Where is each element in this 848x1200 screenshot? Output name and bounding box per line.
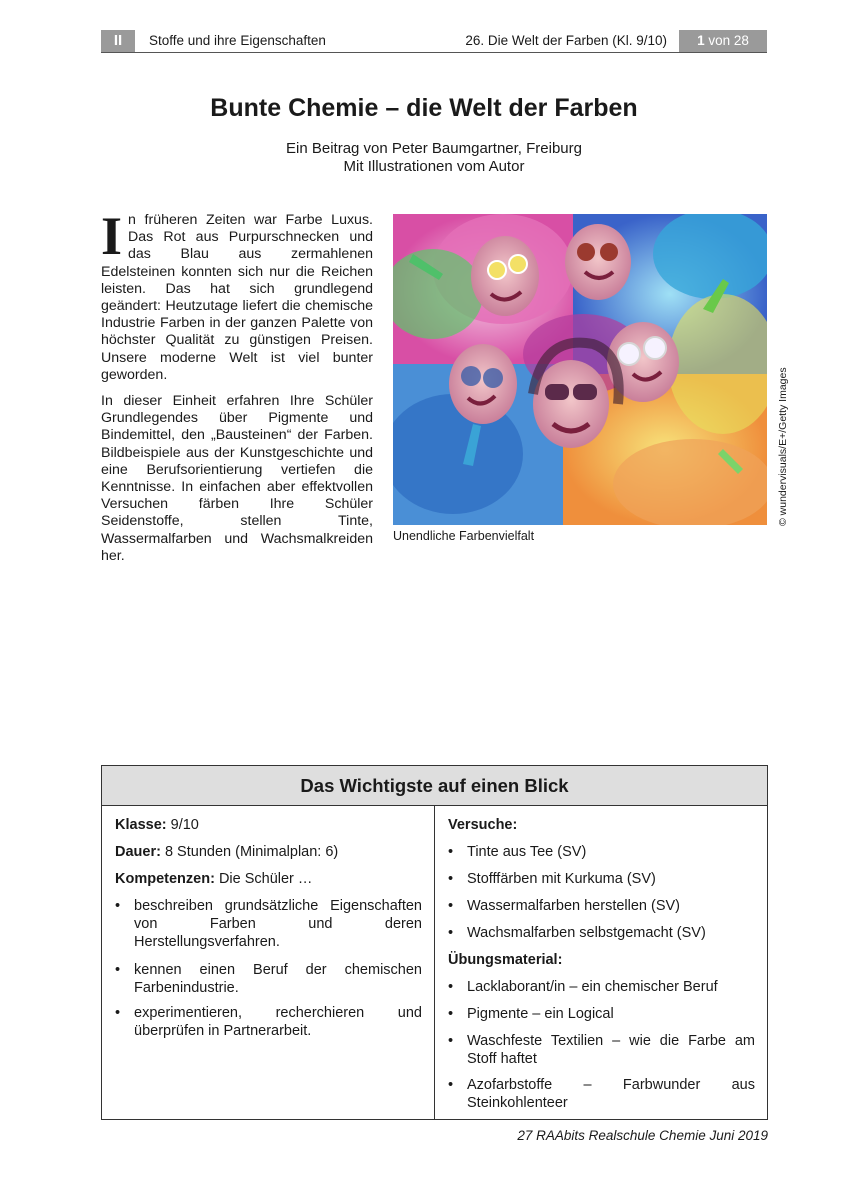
page-header <box>101 30 767 53</box>
dauer-value: 8 Stunden (Minimalplan: 6) <box>164 844 339 860</box>
dauer-line <box>115 843 338 861</box>
list-item: Wassermalfarben herstellen (SV) <box>467 898 681 914</box>
intro-paragraph-1: n früheren Zeiten war Farbe Luxus. Das Rot aus Purpurschnecken und das Blau aus zermahlenen Edelsteinen konnten sich nur die Reichen leisten. Das hat sich grundlegend geändert: Heutzutage liefert die chemische Industrie Farben in der ganzen Palette von höchster Qualität zu günstigen Preisen. Unsere moderne Welt ist viel bunter geworden. <box>101 212 373 383</box>
overview-box <box>101 765 768 1120</box>
klasse-label: Klasse: <box>115 817 167 833</box>
bullet: • <box>115 898 121 914</box>
page-title: Bunte Chemie – die Welt der Farben <box>210 94 638 122</box>
list-item: Lacklaborant/in – ein chemischer Beruf <box>467 979 718 995</box>
material-heading <box>448 951 562 969</box>
photo-illustration <box>393 214 767 525</box>
page-footer: 27 RAAbits Realschule Chemie Juni 2019 <box>517 1128 768 1143</box>
overview-left-column <box>102 806 435 1119</box>
page-total: von 28 <box>708 33 749 48</box>
bullet: • <box>448 1077 454 1093</box>
header-topic: Stoffe und ihre Eigenschaften <box>149 33 326 48</box>
intro-paragraph-2: In dieser Einheit erfahren Ihre Schüler Grundlegendes über Pigmente und Bindemittel, den „Bausteinen“ der Farben. Bildbeispiele aus der Kunstgeschichte und eine Berufsorientierung vertiefen die Kenntnisse. In einfachen aber effektvollen Versuchen färben Ihre Schüler Seidenstoffe, stellen Tinte, Wassermalfarben und Wachsmalkreiden her. <box>101 393 373 564</box>
list-item: experimentieren, recherchieren und überprüfen in Partnerarbeit. <box>134 1005 422 1039</box>
bullet: • <box>115 1005 121 1021</box>
material-label: Übungsmaterial: <box>448 952 563 968</box>
overview-right-column <box>435 806 767 1119</box>
bullet: • <box>115 962 121 978</box>
dauer-label: Dauer: <box>115 844 161 860</box>
list-item: beschreiben grundsätzliche Eigenschaften von Farben und deren Herstellungsverfahren. <box>134 898 422 950</box>
bullet: • <box>448 979 454 995</box>
klasse-value: 9/10 <box>170 817 199 833</box>
header-unit: 26. Die Welt der Farben (Kl. 9/10) <box>465 33 667 48</box>
bullet: • <box>448 1006 454 1022</box>
list-item: Pigmente – ein Logical <box>467 1006 614 1022</box>
colorful-photo <box>393 214 767 525</box>
intro-text <box>101 206 373 574</box>
section-badge: II <box>101 30 135 52</box>
bullet: • <box>448 898 454 914</box>
drop-cap: I <box>101 206 123 266</box>
list-item: Waschfeste Textilien – wie die Farbe am Stoff haftet <box>467 1033 755 1067</box>
byline-illustrations: Mit Illustrationen vom Autor <box>343 158 525 175</box>
versuche-label: Versuche: <box>448 817 518 833</box>
overview-box-title: Das Wichtigste auf einen Blick <box>102 766 767 806</box>
bullet: • <box>448 1033 454 1049</box>
list-item: Tinte aus Tee (SV) <box>467 844 587 860</box>
list-item: Stofffärben mit Kurkuma (SV) <box>467 871 656 887</box>
page-number: 1 <box>697 33 705 48</box>
versuche-heading <box>448 816 517 834</box>
kompetenzen-label: Kompetenzen: <box>115 871 215 887</box>
photo-credit: © wundervisuals/E+/Getty Images <box>777 367 789 526</box>
bullet: • <box>448 871 454 887</box>
bullet: • <box>448 925 454 941</box>
klasse-line <box>115 816 199 834</box>
page-badge <box>679 30 767 52</box>
photo-caption: Unendliche Farbenvielfalt <box>393 529 535 543</box>
list-item: Azofarbstoffe – Farbwunder aus Steinkohlenteer <box>467 1077 755 1111</box>
kompetenzen-value: Die Schüler … <box>218 871 313 887</box>
byline-author: Ein Beitrag von Peter Baumgartner, Freiburg <box>286 140 582 157</box>
bullet: • <box>448 844 454 860</box>
list-item: kennen einen Beruf der chemischen Farbenindustrie. <box>134 962 422 996</box>
kompetenzen-line <box>115 870 312 888</box>
list-item: Wachsmalfarben selbstgemacht (SV) <box>467 925 706 941</box>
